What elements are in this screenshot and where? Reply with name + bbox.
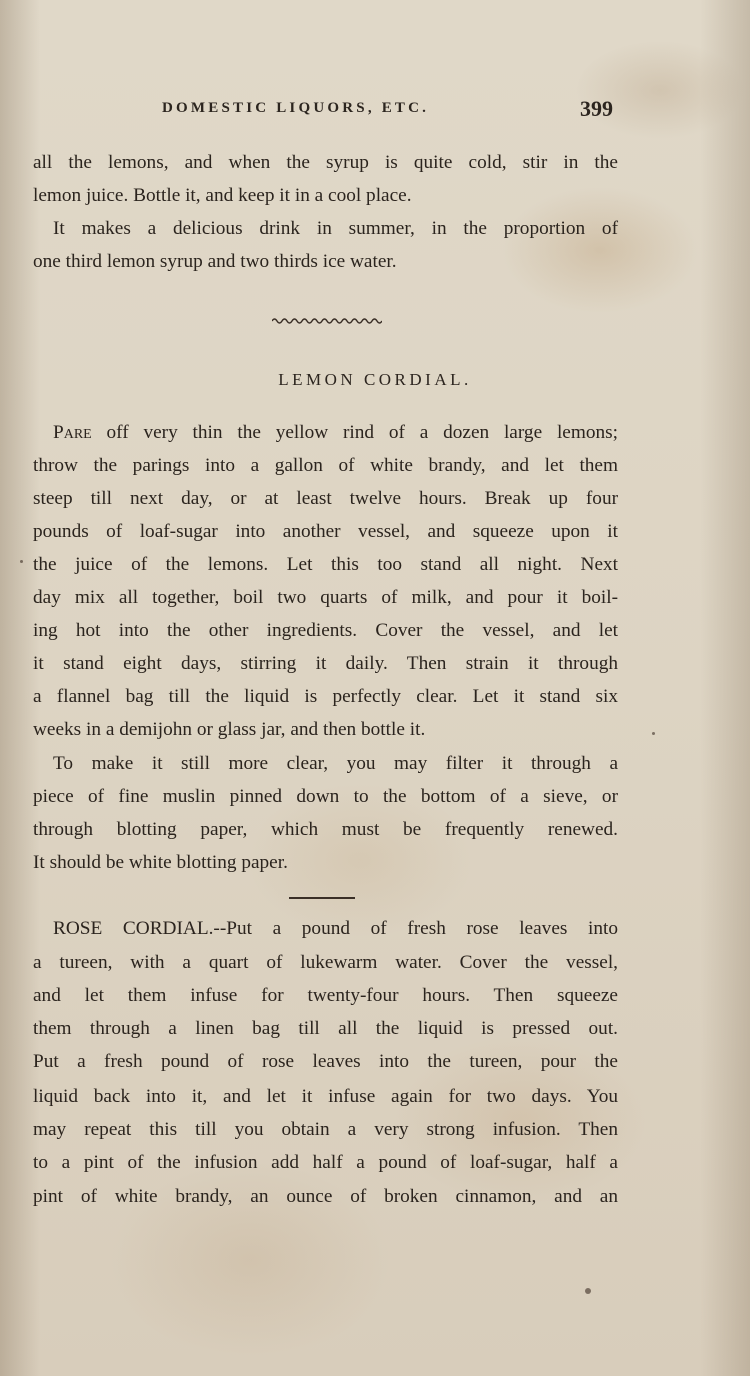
paper-speck <box>20 560 23 563</box>
rose-cordial-line-1: ROSE CORDIAL.--Put a pound of fresh rose leaves into <box>53 918 618 939</box>
lemon-cordial-line-1: Pare off very thin the yellow rind of a dozen large lemons; <box>53 422 618 443</box>
lemon-cordial-line-12: piece of fine muslin pinned down to the bottom of a sieve, or <box>33 786 618 807</box>
lemon-cordial-title: LEMON CORDIAL. <box>278 370 472 389</box>
page-number: 399 <box>580 96 613 121</box>
continuation-line-1: all the lemons, and when the syrup is quite cold, stir in the <box>33 152 618 173</box>
rose-cordial-line-7: may repeat this till you obtain a very strong infusion. Then <box>33 1119 618 1140</box>
rose-cordial-line-4: them through a linen bag till all the liquid is pressed out. <box>33 1018 618 1039</box>
rose-cordial-line-5: Put a fresh pound of rose leaves into the tureen, pour the <box>33 1051 618 1072</box>
lemon-cordial-line-6: day mix all together, boil two quarts of milk, and pour it boil- <box>33 587 618 608</box>
paper-speck <box>585 1288 591 1294</box>
rose-cordial-line-9: pint of white brandy, an ounce of broken cinnamon, and an <box>33 1186 618 1207</box>
lemon-cordial-line-8: it stand eight days, stirring it daily. Then strain it through <box>33 653 618 674</box>
rose-cordial-title: ROSE CORDIAL. <box>53 918 214 939</box>
rose-cordial-line-8: to a pint of the infusion add half a pound of loaf-sugar, half a <box>33 1152 618 1173</box>
lemon-cordial-line-13: through blotting paper, which must be frequently renewed. <box>33 819 618 840</box>
section-divider <box>289 897 355 899</box>
lemon-cordial-line-9: a flannel bag till the liquid is perfectly clear. Let it stand six <box>33 686 618 707</box>
lemon-cordial-line-5: the juice of the lemons. Let this too stand all night. Next <box>33 554 618 575</box>
rose-cordial-line-2: a tureen, with a quart of lukewarm water. Cover the vessel, <box>33 952 618 973</box>
lemon-cordial-line-11: To make it still more clear, you may filter it through a <box>53 753 618 774</box>
lemon-cordial-line-10: weeks in a demijohn or glass jar, and then bottle it. <box>33 719 426 740</box>
paper-speck <box>652 732 655 735</box>
lemon-cordial-line-4: pounds of loaf-sugar into another vessel, and squeeze upon it <box>33 521 618 542</box>
lemon-cordial-line-3: steep till next day, or at least twelve hours. Break up four <box>33 488 618 509</box>
lemon-cordial-first-word: Pare <box>53 422 92 443</box>
running-head: DOMESTIC LIQUORS, ETC. <box>162 100 430 116</box>
rose-cordial-line-3: and let them infuse for twenty-four hours. Then squeeze <box>33 985 618 1006</box>
lemon-cordial-line-14: It should be white blotting paper. <box>33 852 288 873</box>
continuation-line-2: lemon juice. Bottle it, and keep it in a cool place. <box>33 185 412 206</box>
wavy-divider <box>272 316 382 326</box>
lemon-cordial-line-2: throw the parings into a gallon of white brandy, and let them <box>33 455 618 476</box>
rose-cordial-line-6: liquid back into it, and let it infuse again for two days. You <box>33 1086 618 1107</box>
lemon-cordial-line-7: ing hot into the other ingredients. Cover the vessel, and let <box>33 620 618 641</box>
continuation-line-3: It makes a delicious drink in summer, in the proportion of <box>53 218 618 239</box>
continuation-line-4: one third lemon syrup and two thirds ice water. <box>33 251 397 272</box>
